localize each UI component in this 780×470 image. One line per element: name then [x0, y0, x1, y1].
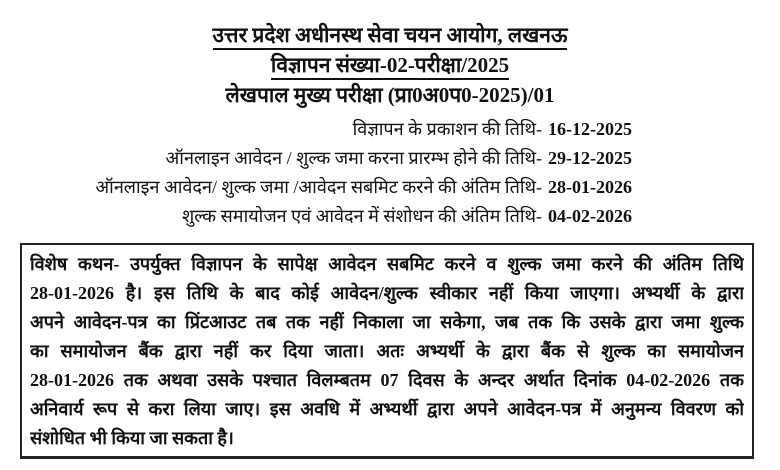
date-label: विज्ञापन के प्रकाशन की तिथि- — [352, 119, 542, 139]
notice-line: का समायोजन बैंक द्वारा नहीं कर दिया जाता। अतः अभ्यर्थी के द्वारा बैंक से शुल्क का समायोजन — [30, 341, 744, 361]
organization-title — [0, 21, 780, 50]
special-notice-box — [20, 243, 754, 459]
notice-line: संशोधित भी किया जा सकता है। — [30, 428, 234, 448]
date-value: 28-01-2026 — [548, 177, 632, 197]
advertisement-number-text: विज्ञापन संख्या-02-परीक्षा/2025 — [271, 52, 509, 80]
date-row-publication — [353, 116, 632, 142]
date-value: 16-12-2025 — [548, 119, 632, 139]
date-row-start — [166, 145, 632, 171]
notice-line: अपने आवेदन-पत्र का प्रिंटआउट तब तक नहीं निकाला जा सकेगा, जब तक कि उसके द्वारा जमा शुल्क — [30, 312, 744, 332]
date-label: ऑनलाइन आवेदन/ शुल्क जमा /आवेदन सबमिट करने की अंतिम तिथि- — [95, 177, 542, 197]
advertisement-number — [0, 51, 780, 80]
date-value: 29-12-2025 — [548, 148, 632, 168]
notice-line: 28-01-2026 तक अथवा उसके पश्चात विलम्बतम 07 दिवस के अन्दर अर्थात दिनांक 04-02-2026 तक — [30, 370, 744, 390]
notice-line: विशेष कथन- उपर्युक्त विज्ञापन के सापेक्ष आवेदन सबमिट करने व शुल्क जमा करने की अंतिम तिथि — [30, 254, 744, 274]
date-row-correction — [182, 203, 632, 229]
date-row-last-date — [95, 174, 632, 200]
exam-name-text: लेखपाल मुख्य परीक्षा (प्रा0अ0प0-2025)/01 — [225, 83, 555, 107]
date-value: 04-02-2026 — [548, 206, 632, 226]
organization-name: उत्तर प्रदेश अधीनस्थ सेवा चयन आयोग, लखनऊ — [213, 22, 568, 50]
notice-line: अनिवार्य रूप से करा लिया जाए। इस अवधि में अभ्यर्थी द्वारा अपने आवेदन-पत्र में अनुमन्य विवरण को — [30, 399, 744, 419]
date-label: ऑनलाइन आवेदन / शुल्क जमा करना प्रारम्भ होने की तिथि- — [165, 148, 542, 168]
exam-name — [0, 81, 780, 109]
date-label: शुल्क समायोजन एवं आवेदन में संशोधन की अंतिम तिथि- — [181, 206, 542, 226]
notice-line: 28-01-2026 है। इस तिथि के बाद कोई आवेदन/शुल्क स्वीकार नहीं किया जाएगा। अभ्यर्थी के द्वारा — [30, 283, 744, 303]
